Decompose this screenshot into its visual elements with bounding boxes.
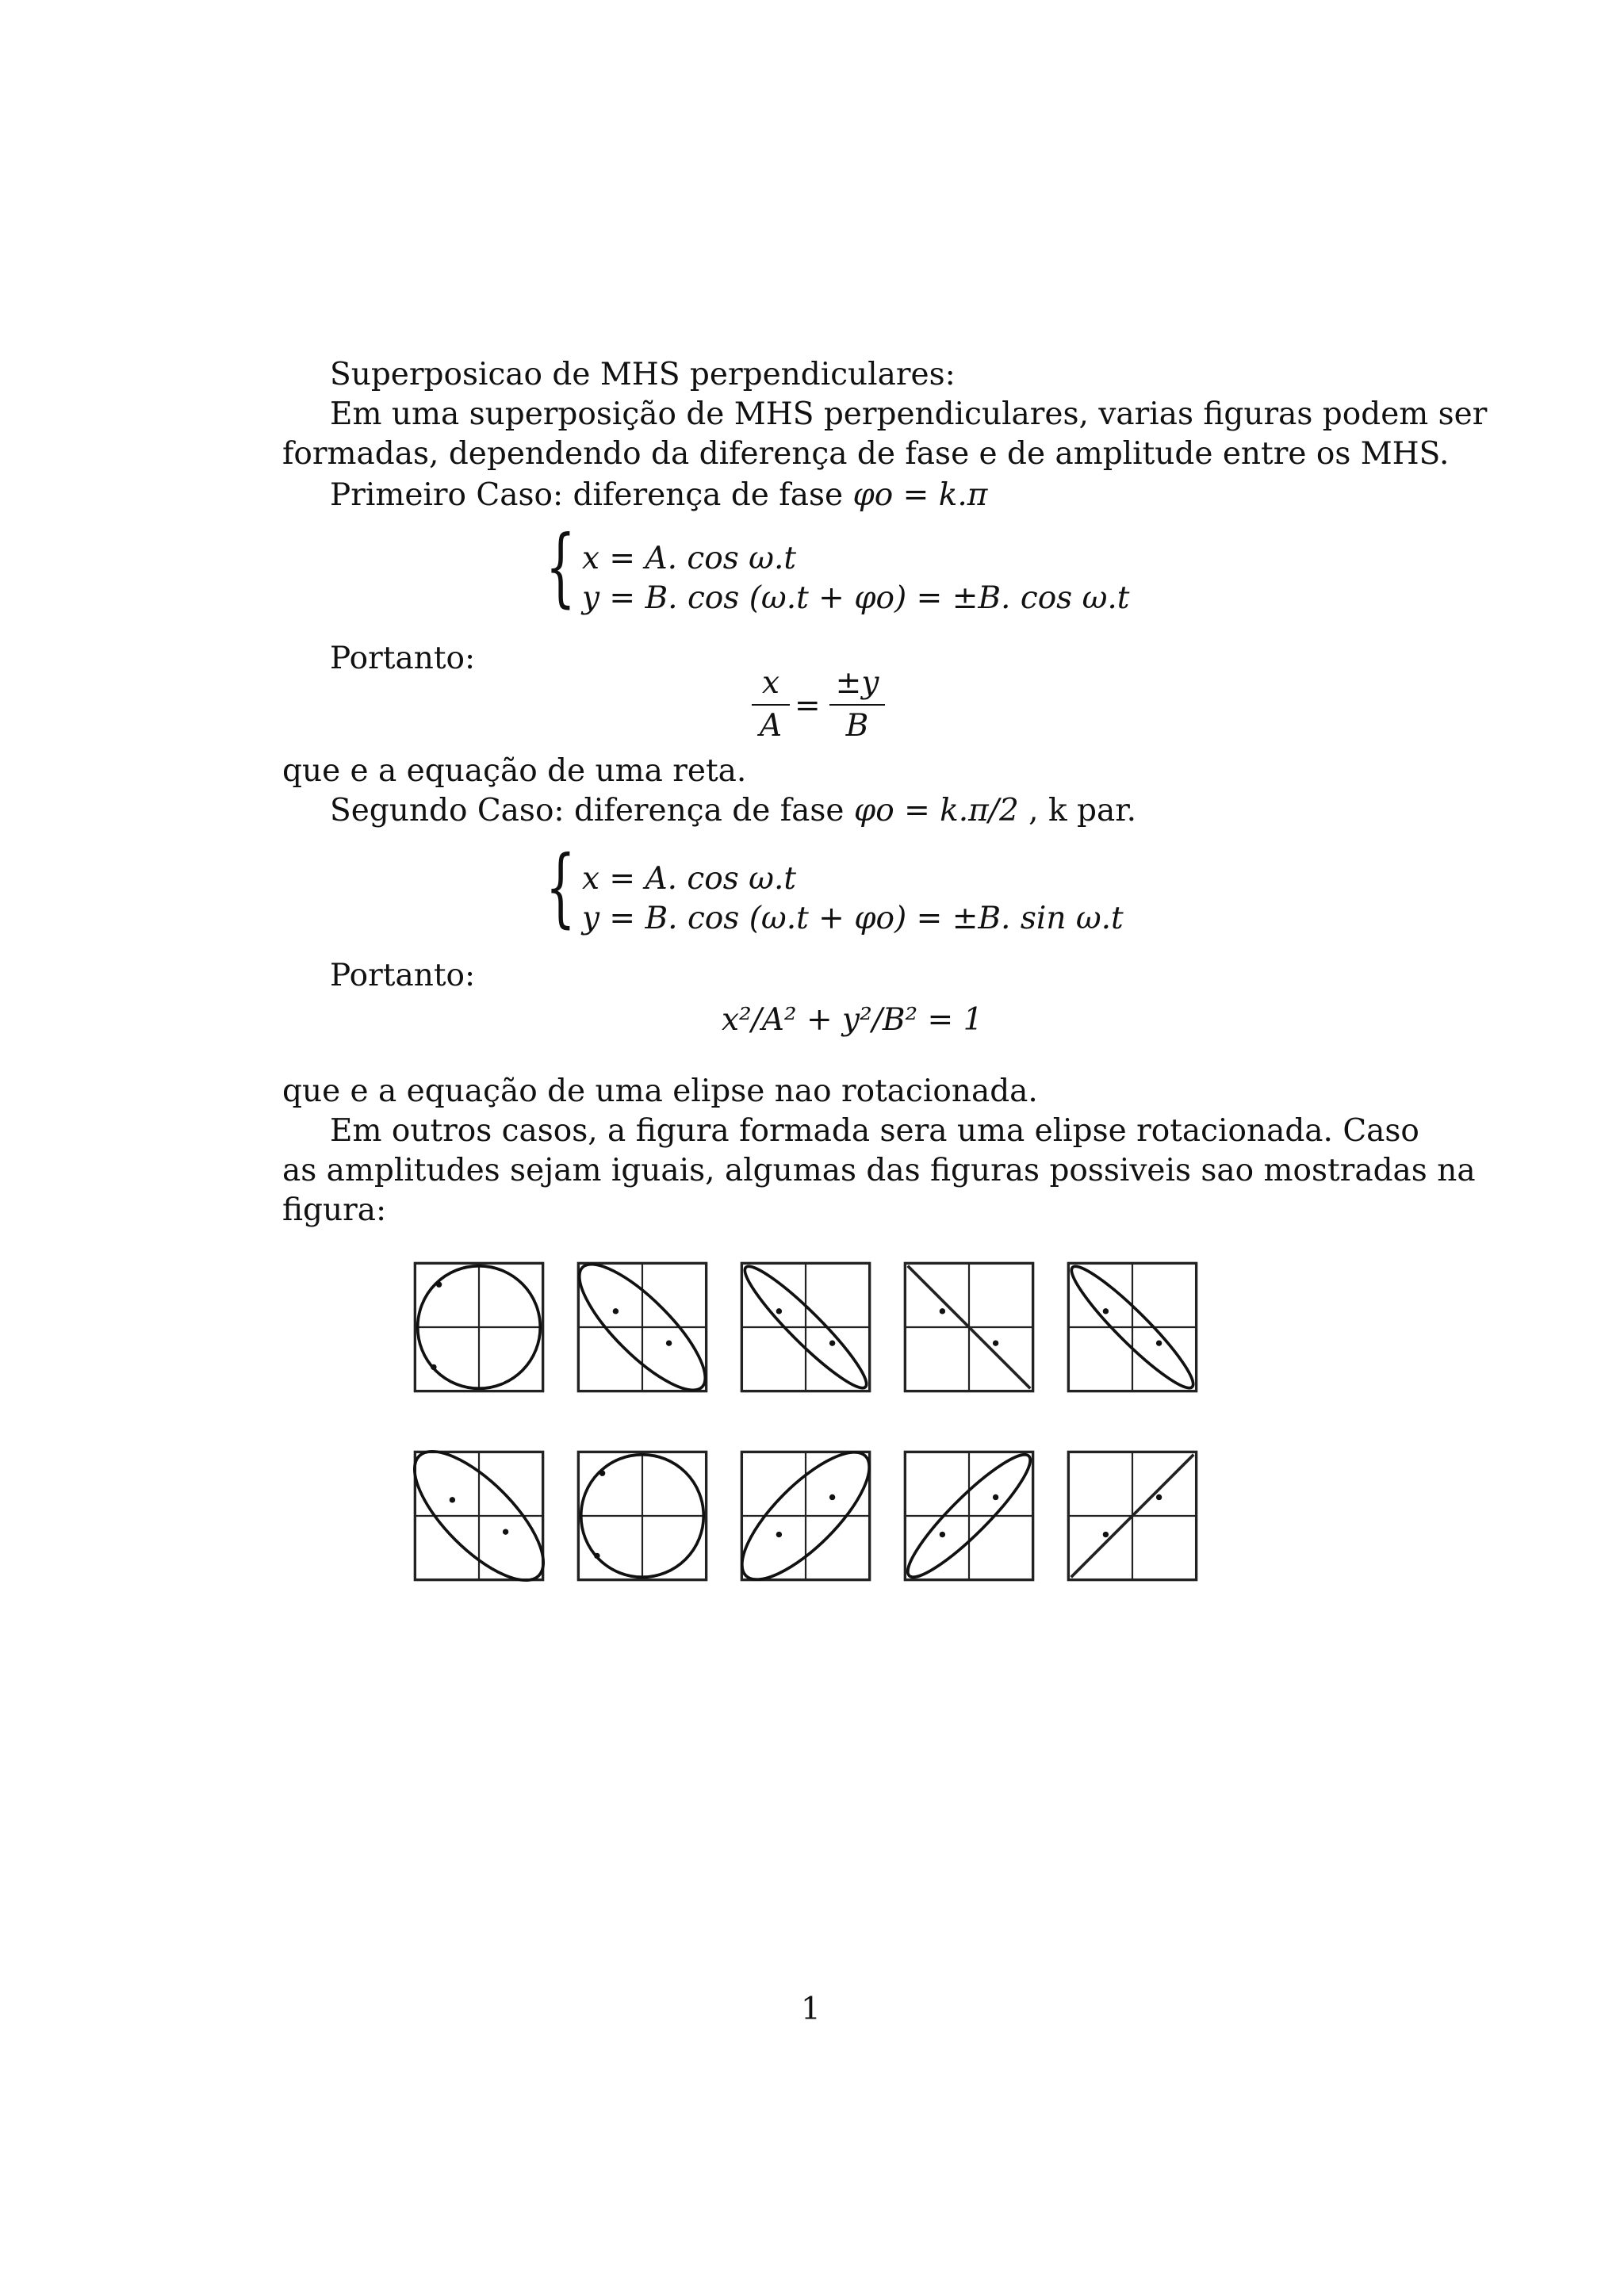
figure-svg — [902, 1261, 1036, 1394]
case1-eq-y: y = B. cos (ω.t + φo) = ±B. cos ω.t — [582, 580, 1130, 616]
figure-panel-9 — [902, 1449, 1036, 1582]
figure-panel-1 — [412, 1261, 546, 1394]
figure-panel-4 — [902, 1261, 1036, 1394]
figure-marker — [940, 1308, 945, 1314]
figure-marker — [1103, 1308, 1109, 1314]
case1-num-left: x — [762, 665, 779, 701]
section-title: Superposicao de MHS perpendiculares: — [330, 357, 956, 392]
figure-svg — [576, 1449, 709, 1582]
figure-marker — [1103, 1532, 1109, 1537]
figure-marker — [503, 1529, 508, 1534]
case2-conclusion: que e a equação de uma elipse nao rotacionada. — [282, 1073, 1038, 1109]
figure-marker — [776, 1308, 782, 1314]
case1-num-right: ±y — [835, 665, 879, 701]
figure-svg — [1066, 1261, 1199, 1394]
figure-panel-3 — [739, 1261, 872, 1394]
figure-svg — [902, 1449, 1036, 1582]
figure-marker — [940, 1532, 945, 1537]
figure-svg — [412, 1261, 546, 1394]
figure-svg — [412, 1449, 546, 1582]
case2-line — [330, 791, 1136, 831]
outros-line-1: Em outros casos, a figura formada sera uma elipse rotacionada. Caso — [330, 1113, 1419, 1149]
case1-den-left: A — [759, 708, 783, 744]
intro-line-2: formadas, dependendo da diferença de fase e de amplitude entre os MHS. — [282, 436, 1450, 472]
figure-marker — [993, 1340, 998, 1345]
case2-eq-y: y = B. cos (ω.t + φo) = ±B. sin ω.t — [582, 901, 1124, 936]
figure-marker — [613, 1308, 619, 1314]
figure-panel-6 — [412, 1449, 546, 1582]
figure-panel-5 — [1066, 1261, 1199, 1394]
case2-portanto: Portanto: — [330, 958, 476, 993]
case1-den-right: B — [845, 708, 869, 744]
figure-marker — [450, 1497, 455, 1502]
case2-condition-suffix: , k par. — [1028, 793, 1136, 828]
fraction-bar — [752, 704, 790, 706]
figure-marker — [594, 1553, 599, 1559]
case1-heading: Primeiro Caso: diferença de fase — [330, 477, 844, 513]
case2-result: x²/A² + y²/B² = 1 — [722, 1002, 983, 1038]
case2-heading: Segundo Caso: diferença de fase — [330, 793, 845, 828]
intro-line-1: Em uma superposição de MHS perpendiculares, varias figuras podem ser — [330, 396, 1488, 432]
figure-marker — [993, 1494, 998, 1500]
case1-portanto: Portanto: — [330, 641, 476, 676]
case2-eq-x: x = A. cos ω.t — [582, 861, 797, 897]
figure-marker — [1156, 1494, 1162, 1500]
figure-svg — [739, 1449, 872, 1582]
outros-line-2: as amplitudes sejam iguais, algumas das figuras possiveis sao mostradas na — [282, 1153, 1476, 1188]
figure-panel-2 — [576, 1261, 709, 1394]
case1-line — [330, 476, 987, 515]
figure-marker — [431, 1364, 436, 1370]
figure-marker — [599, 1471, 605, 1476]
figure-panel-10 — [1066, 1449, 1199, 1582]
left-brace-icon: { — [546, 838, 576, 937]
case1-fraction-right — [829, 664, 885, 745]
fraction-bar — [829, 704, 885, 706]
figure-marker — [829, 1340, 835, 1345]
case1-condition: φo = k.π — [852, 477, 988, 513]
figure-marker — [666, 1340, 672, 1345]
figure-marker — [829, 1494, 835, 1500]
outros-line-3: figura: — [282, 1192, 387, 1228]
left-brace-icon: { — [546, 518, 576, 617]
case2-condition: φo = k.π/2 — [853, 793, 1019, 828]
case1-conclusion: que e a equação de uma reta. — [282, 753, 747, 789]
figure-marker — [436, 1282, 442, 1288]
figure-svg — [739, 1261, 872, 1394]
figure-panel-8 — [739, 1449, 872, 1582]
case1-eq-x: x = A. cos ω.t — [582, 541, 797, 576]
figure-svg — [576, 1261, 709, 1394]
page-number: 1 — [801, 1992, 821, 2027]
figure-panel-7 — [576, 1449, 709, 1582]
figure-svg — [1066, 1449, 1199, 1582]
case1-equals: = — [795, 688, 821, 724]
case1-fraction-left — [752, 664, 790, 745]
figure-marker — [776, 1532, 782, 1537]
figure-marker — [1156, 1340, 1162, 1345]
